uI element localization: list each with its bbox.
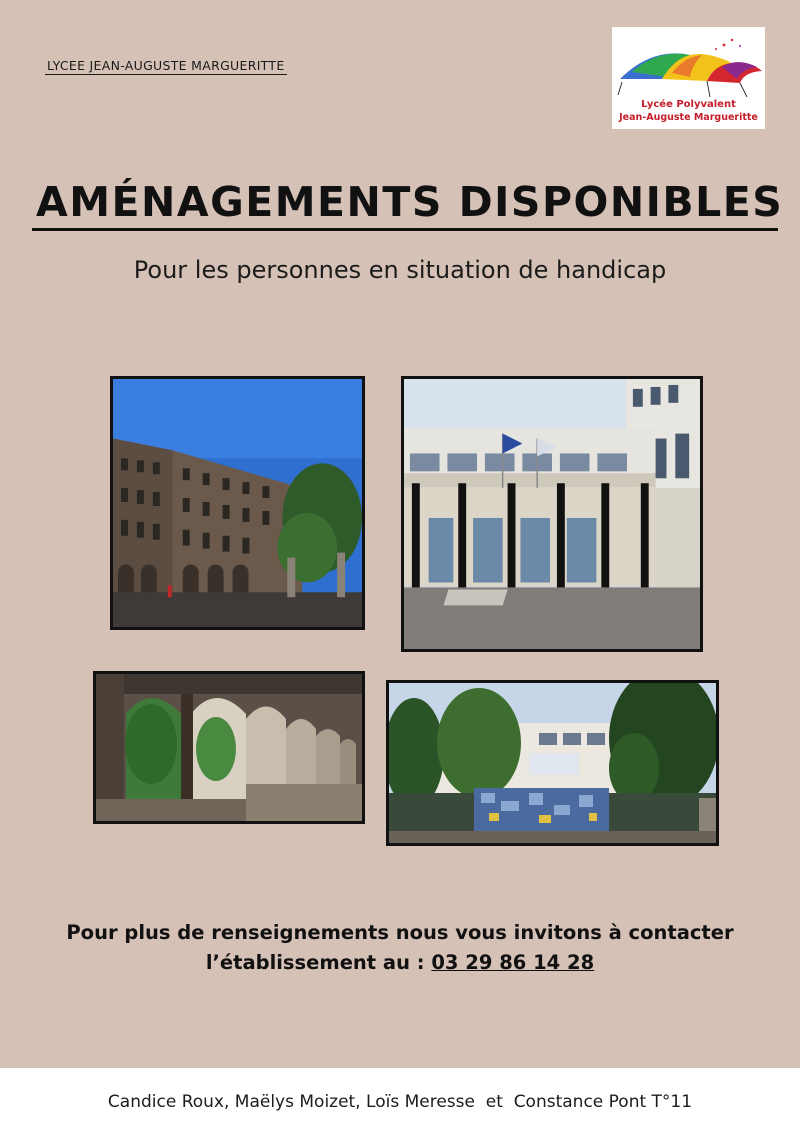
photo-cloister-arcade (93, 671, 365, 824)
contact-line2 (0, 948, 800, 978)
photo-school-front-mosaic-wall (386, 680, 719, 846)
contact-prefix: l’établissement au : (205, 951, 432, 974)
photo-administration-entrance (401, 376, 703, 652)
phone-number-link[interactable]: 03 29 86 14 28 (431, 951, 595, 974)
page-title: AMÉNAGEMENTS DISPONIBLES (32, 178, 778, 231)
photo-historic-building (110, 376, 365, 630)
logo-text-line2: Jean-Auguste Margueritte (619, 112, 758, 123)
page-subtitle: Pour les personnes en situation de handicap (133, 256, 667, 284)
school-name: LYCEE JEAN-AUGUSTE MARGUERITTE (47, 58, 285, 73)
logo-text-line1: Lycée Polyvalent (641, 99, 736, 110)
school-logo (612, 27, 765, 129)
footer-credits: Candice Roux, Maëlys Moizet, Loïs Meresse et Constance Pont T°11 (107, 1092, 693, 1112)
contact-info (0, 918, 800, 978)
footer (0, 1068, 800, 1131)
contact-line1: Pour plus de renseignements nous vous invitons à contacter (66, 921, 734, 944)
